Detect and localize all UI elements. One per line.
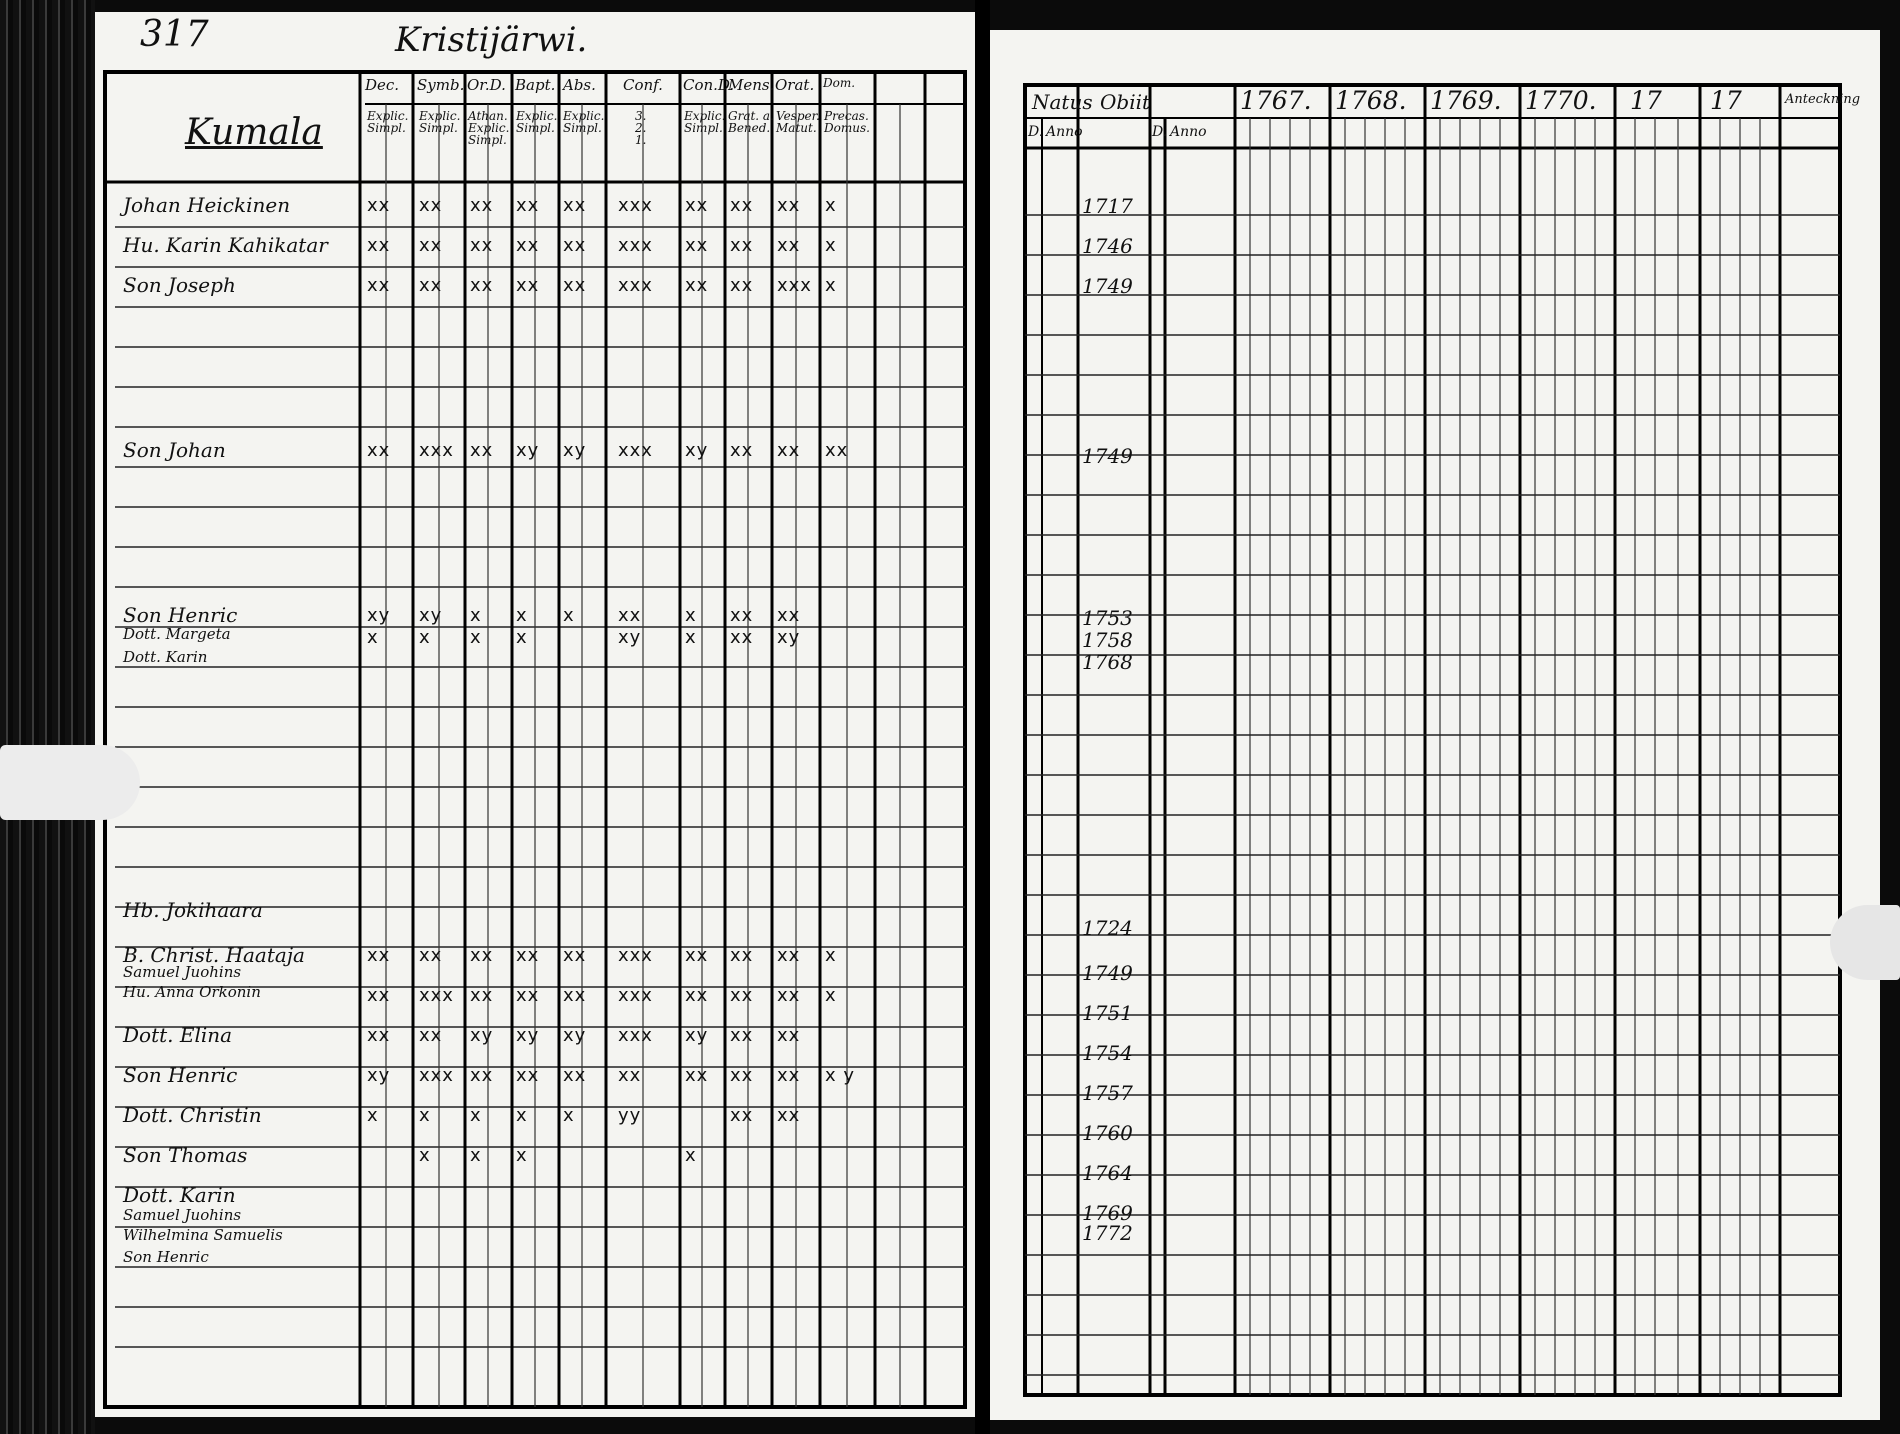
attendance-mark: xy bbox=[685, 1025, 709, 1046]
person-name: Wilhelmina Samuelis bbox=[123, 1226, 283, 1244]
obiit-header: Obiit bbox=[1100, 90, 1151, 114]
birth-year: 1749 bbox=[1082, 961, 1133, 985]
book-edge bbox=[0, 0, 95, 1434]
attendance-mark: x bbox=[563, 605, 575, 626]
attendance-mark: xx bbox=[516, 985, 540, 1006]
obiit-year-header: Anno bbox=[1170, 124, 1207, 140]
attendance-mark: xx bbox=[516, 275, 540, 296]
birth-year: 1758 bbox=[1082, 628, 1133, 652]
person-name: Son Henric bbox=[123, 1063, 238, 1087]
attendance-mark: xy bbox=[563, 440, 587, 461]
attendance-mark: xx bbox=[730, 1105, 754, 1126]
person-name: Hu. Karin Kahikatar bbox=[123, 233, 328, 257]
attendance-mark: xy bbox=[470, 1025, 494, 1046]
attendance-mark: xy bbox=[419, 605, 443, 626]
attendance-mark: xxx bbox=[618, 945, 653, 966]
attendance-mark: xx bbox=[777, 1105, 801, 1126]
attendance-mark: xx bbox=[777, 945, 801, 966]
col-sub-dec: Explic. Simpl. bbox=[367, 109, 409, 135]
attendance-mark: xx bbox=[470, 985, 494, 1006]
attendance-mark: x bbox=[685, 605, 697, 626]
attendance-mark: xx bbox=[563, 235, 587, 256]
natus-year-header: Anno bbox=[1046, 124, 1083, 140]
person-name: Hu. Anna Orkonin bbox=[123, 983, 261, 1001]
attendance-mark: xx bbox=[685, 985, 709, 1006]
attendance-mark: x bbox=[419, 1145, 431, 1166]
attendance-mark: xx bbox=[563, 985, 587, 1006]
attendance-mark: xx bbox=[563, 1065, 587, 1086]
attendance-mark: xx bbox=[730, 945, 754, 966]
attendance-mark: xxx bbox=[419, 440, 454, 461]
attendance-mark: xx bbox=[563, 275, 587, 296]
attendance-mark: x bbox=[367, 1105, 379, 1126]
attendance-mark: xx bbox=[563, 195, 587, 216]
attendance-mark: xx bbox=[685, 195, 709, 216]
right-page bbox=[990, 30, 1880, 1420]
attendance-mark: xx bbox=[730, 195, 754, 216]
birth-year: 1769 bbox=[1082, 1201, 1133, 1225]
attendance-mark: xx bbox=[419, 195, 443, 216]
attendance-mark: xxx bbox=[618, 1025, 653, 1046]
attendance-mark: xx bbox=[516, 235, 540, 256]
attendance-mark: xxx bbox=[419, 985, 454, 1006]
attendance-mark: xx bbox=[419, 235, 443, 256]
birth-year: 1724 bbox=[1082, 916, 1133, 940]
attendance-mark: xxx bbox=[777, 275, 812, 296]
attendance-mark: xx bbox=[516, 945, 540, 966]
attendance-mark: x bbox=[516, 1105, 528, 1126]
attendance-mark: xx bbox=[730, 1065, 754, 1086]
birth-year: 1757 bbox=[1082, 1081, 1133, 1105]
natus-day-header: D. bbox=[1028, 124, 1044, 140]
attendance-mark: xy bbox=[367, 605, 391, 626]
attendance-mark: xxx bbox=[618, 440, 653, 461]
attendance-mark: x bbox=[685, 1145, 697, 1166]
col-sub-conf: 3. 2. 1. bbox=[635, 109, 647, 147]
attendance-mark: xx bbox=[730, 605, 754, 626]
year-header-1768: 1768. bbox=[1335, 86, 1407, 115]
attendance-mark: x bbox=[825, 945, 837, 966]
birth-year: 1764 bbox=[1082, 1161, 1133, 1185]
attendance-mark: xy bbox=[367, 1065, 391, 1086]
person-name: Dott. Christin bbox=[123, 1103, 262, 1127]
col-header-conf: Conf. bbox=[623, 76, 663, 94]
attendance-mark: xxx bbox=[618, 985, 653, 1006]
person-name: Hb. Jokihaara bbox=[123, 898, 263, 922]
attendance-mark: x bbox=[470, 605, 482, 626]
attendance-mark: x bbox=[825, 235, 837, 256]
attendance-mark: xx bbox=[618, 1065, 642, 1086]
attendance-mark: xx bbox=[516, 195, 540, 216]
attendance-mark: xx bbox=[685, 945, 709, 966]
attendance-mark: x bbox=[470, 1105, 482, 1126]
attendance-mark: x bbox=[685, 627, 697, 648]
person-name: Dott. Karin bbox=[123, 648, 208, 666]
attendance-mark: xx bbox=[470, 440, 494, 461]
attendance-mark: xy bbox=[777, 627, 801, 648]
attendance-mark: xy bbox=[685, 440, 709, 461]
year-header-1767: 1767. bbox=[1240, 86, 1312, 115]
col-header-dom: Dom. bbox=[823, 76, 856, 90]
col-sub-abs: Explic. Simpl. bbox=[563, 109, 605, 135]
attendance-mark: xx bbox=[470, 275, 494, 296]
person-name: Son Johan bbox=[123, 438, 226, 462]
attendance-mark: xx bbox=[730, 275, 754, 296]
col-header-ord: Or.D. bbox=[467, 76, 506, 94]
person-name: Dott. Karin bbox=[123, 1183, 236, 1207]
attendance-mark: xx bbox=[516, 1065, 540, 1086]
attendance-mark: xx bbox=[419, 945, 443, 966]
attendance-mark: xy bbox=[516, 1025, 540, 1046]
attendance-mark: xx bbox=[685, 1065, 709, 1086]
attendance-mark: xx bbox=[367, 440, 391, 461]
attendance-mark: x bbox=[419, 627, 431, 648]
person-name: Samuel Juohins bbox=[123, 1206, 242, 1224]
attendance-mark: xy bbox=[618, 627, 642, 648]
attendance-mark: xx bbox=[470, 235, 494, 256]
obiit-day-header: D. bbox=[1152, 124, 1168, 140]
person-name: Dott. Elina bbox=[123, 1023, 233, 1047]
birth-year: 1753 bbox=[1082, 606, 1133, 630]
attendance-mark: xx bbox=[470, 1065, 494, 1086]
attendance-mark: xy bbox=[563, 1025, 587, 1046]
person-name: Son Joseph bbox=[123, 273, 236, 297]
attendance-mark: xx bbox=[730, 985, 754, 1006]
attendance-mark: xx bbox=[367, 945, 391, 966]
col-header-bapt: Bapt. bbox=[515, 76, 556, 94]
attendance-mark: x bbox=[825, 985, 837, 1006]
attendance-mark: xx bbox=[685, 275, 709, 296]
col-header-cond: Con.D. bbox=[683, 76, 735, 94]
attendance-mark: xx bbox=[730, 235, 754, 256]
village-title: Kristijärwi. bbox=[395, 20, 588, 60]
person-name: Son Henric bbox=[123, 603, 238, 627]
person-name: Johan Heickinen bbox=[123, 193, 291, 217]
farm-title: Kumala bbox=[185, 112, 323, 153]
page-clip-right bbox=[1830, 905, 1900, 980]
col-header-orat: Orat. bbox=[775, 76, 815, 94]
attendance-mark: xx bbox=[777, 235, 801, 256]
attendance-mark: xx bbox=[470, 945, 494, 966]
attendance-mark: xx bbox=[419, 275, 443, 296]
person-name: Son Thomas bbox=[123, 1143, 248, 1167]
attendance-mark: xx bbox=[367, 1025, 391, 1046]
attendance-mark: xx bbox=[367, 235, 391, 256]
birth-year: 1772 bbox=[1082, 1221, 1133, 1245]
col-header-dec: Dec. bbox=[365, 76, 400, 94]
attendance-mark: xx bbox=[367, 985, 391, 1006]
col-header-mens: Mens. bbox=[728, 76, 775, 94]
col-header-abs: Abs. bbox=[563, 76, 596, 94]
col-sub-symb: Explic. Simpl. bbox=[419, 109, 461, 135]
attendance-mark: x bbox=[825, 195, 837, 216]
attendance-mark: x bbox=[825, 275, 837, 296]
attendance-mark: xxx bbox=[419, 1065, 454, 1086]
col-header-symb: Symb. bbox=[417, 76, 465, 94]
attendance-mark: xx bbox=[685, 235, 709, 256]
birth-year: 1754 bbox=[1082, 1041, 1133, 1065]
attendance-mark: xxx bbox=[618, 275, 653, 296]
attendance-mark: x bbox=[419, 1105, 431, 1126]
year-header-17a: 17 bbox=[1630, 86, 1662, 115]
person-name: Son Henric bbox=[123, 1248, 209, 1266]
attendance-mark: x bbox=[367, 627, 379, 648]
attendance-mark: xx bbox=[419, 1025, 443, 1046]
attendance-mark: xx bbox=[618, 605, 642, 626]
col-sub-orat: Vesper. Matut. bbox=[776, 109, 820, 135]
attendance-mark: xxx bbox=[618, 235, 653, 256]
col-sub-mens: Grat. a. Bened. bbox=[728, 109, 774, 135]
attendance-mark: x y bbox=[825, 1065, 856, 1086]
attendance-mark: xy bbox=[516, 440, 540, 461]
attendance-mark: xx bbox=[777, 1025, 801, 1046]
natus-header: Natus bbox=[1032, 90, 1093, 114]
attendance-mark: xx bbox=[730, 440, 754, 461]
year-header-17b: 17 bbox=[1710, 86, 1742, 115]
attendance-mark: xx bbox=[825, 440, 849, 461]
attendance-mark: xxx bbox=[618, 195, 653, 216]
attendance-mark: xx bbox=[470, 195, 494, 216]
attendance-mark: yy bbox=[618, 1105, 642, 1126]
attendance-mark: x bbox=[516, 627, 528, 648]
attendance-mark: xx bbox=[777, 985, 801, 1006]
attendance-mark: xx bbox=[563, 945, 587, 966]
attendance-mark: xx bbox=[730, 627, 754, 648]
col-sub-dom: Precas. Domus. bbox=[824, 109, 870, 135]
attendance-mark: xx bbox=[730, 1025, 754, 1046]
remarks-header: Anteckning bbox=[1785, 92, 1861, 107]
person-name: Dott. Margeta bbox=[123, 625, 231, 643]
attendance-mark: xx bbox=[777, 605, 801, 626]
birth-year: 1749 bbox=[1082, 274, 1133, 298]
attendance-mark: xx bbox=[777, 195, 801, 216]
person-name: B. Christ. Haataja bbox=[123, 943, 305, 967]
year-header-1769: 1769. bbox=[1430, 86, 1502, 115]
book-spine bbox=[975, 0, 990, 1434]
birth-year: 1746 bbox=[1082, 234, 1133, 258]
attendance-mark: xx bbox=[367, 195, 391, 216]
birth-year: 1749 bbox=[1082, 444, 1133, 468]
attendance-mark: xx bbox=[777, 440, 801, 461]
person-name: Samuel Juohins bbox=[123, 963, 242, 981]
birth-year: 1717 bbox=[1082, 194, 1133, 218]
birth-year: 1768 bbox=[1082, 650, 1133, 674]
attendance-mark: x bbox=[516, 605, 528, 626]
attendance-mark: x bbox=[516, 1145, 528, 1166]
col-sub-cond: Explic. Simpl. bbox=[684, 109, 726, 135]
year-header-1770: 1770. bbox=[1525, 86, 1597, 115]
col-sub-bapt: Explic. Simpl. bbox=[516, 109, 558, 135]
birth-year: 1760 bbox=[1082, 1121, 1133, 1145]
attendance-mark: x bbox=[470, 1145, 482, 1166]
page-number: 317 bbox=[140, 14, 209, 55]
page-clip-left bbox=[0, 745, 140, 820]
attendance-mark: xx bbox=[367, 275, 391, 296]
attendance-mark: x bbox=[470, 627, 482, 648]
left-page bbox=[95, 12, 975, 1417]
col-sub-ord: Athan. Explic. Simpl. bbox=[468, 109, 510, 147]
attendance-mark: xx bbox=[777, 1065, 801, 1086]
attendance-mark: x bbox=[563, 1105, 575, 1126]
birth-year: 1751 bbox=[1082, 1001, 1133, 1025]
